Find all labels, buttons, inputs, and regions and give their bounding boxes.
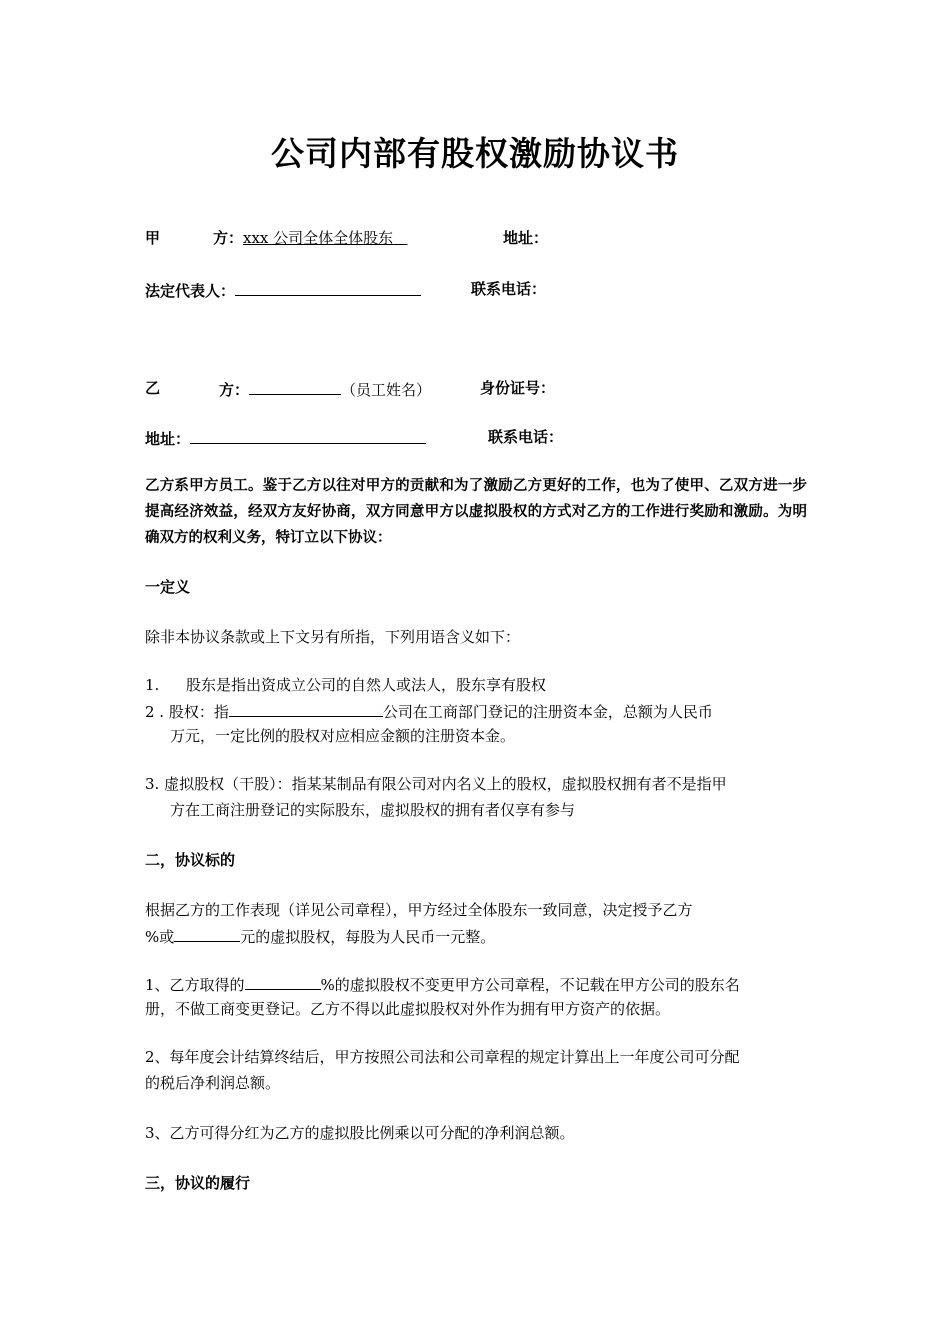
party-a-jia: 甲 xyxy=(145,229,161,247)
section-2-p2-line-2: 册，不做工商变更登记。乙方不得以此虚拟股权对外作为拥有甲方资产的依据。 xyxy=(145,1000,671,1018)
party-a-rep-label: 法定代表人： xyxy=(145,282,236,300)
party-b-address-row xyxy=(145,427,426,449)
definition-1-number: 1. xyxy=(145,676,160,694)
section-2-p1-blank xyxy=(174,925,240,942)
section-2-p2-blank xyxy=(245,973,321,990)
party-a-rep-row xyxy=(145,279,421,301)
preamble: 乙方系甲方员工。鉴于乙方以往对甲方的贡献和为了激励乙方更好的工作，也为了使甲、乙双方进一步提高经济效益，经双方友好协商，双方同意甲方以虚拟股权的方式对乙方的工作进行奖励和激励。为明确双方的权利义务，特订立以下协议： xyxy=(145,478,807,546)
party-b-name-row xyxy=(219,378,431,400)
section-2-p2-suffix: %的虚拟股权不变更甲方公司章程，不记载在甲方公司的股东名 xyxy=(320,976,740,994)
party-a-fang: 方： xyxy=(213,229,244,247)
definition-2-blank xyxy=(229,700,383,717)
party-a-rep-blank xyxy=(235,279,421,296)
party-a-address-label: 地址： xyxy=(503,229,549,247)
definition-3-line-2: 方在工商注册登记的实际股东，虚拟股权的拥有者仅享有参与 xyxy=(170,801,576,819)
party-b-yi: 乙 xyxy=(145,379,161,397)
party-a-label xyxy=(145,228,160,248)
section-3-heading: 三，协议的履行 xyxy=(145,1174,251,1192)
section-2-p1-suffix: 元的虚拟股权，每股为人民币一元整。 xyxy=(240,928,496,946)
party-b-phone-label: 联系电话： xyxy=(488,428,564,446)
party-b-fang: 方： xyxy=(219,381,250,399)
party-a-name: xxx 公司全体全体股东 xyxy=(243,229,394,247)
section-2-p1-percent: %或 xyxy=(145,928,175,946)
definition-3-line-1: 3. 虚拟股权（干股）：指某某制品有限公司对内名义上的股权，虚拟股权拥有者不是指甲 xyxy=(145,775,727,793)
party-a-name-row xyxy=(213,228,407,248)
section-2-p1-line-2 xyxy=(145,925,495,947)
section-2-p2-prefix: 1、乙方取得的 xyxy=(145,976,245,994)
section-2-p3-line-1: 2、每年度会计结算终结后，甲方按照公司法和公司章程的规定计算出上一年度公司可分配 xyxy=(145,1048,740,1066)
section-2-p4: 3、乙方可得分红为乙方的虚拟股比例乘以可分配的净利润总额。 xyxy=(145,1124,575,1142)
document-title: 公司内部有股权激励协议书 xyxy=(271,134,679,173)
party-b-name-blank xyxy=(249,378,341,395)
party-b-address-blank xyxy=(190,427,426,444)
section-1-intro: 除非本协议条款或上下文另有所指，下列用语含义如下： xyxy=(145,628,521,646)
party-a-phone-label: 联系电话： xyxy=(471,280,547,298)
section-2-p1-line-1: 根据乙方的工作表现（详见公司章程），甲方经过全体股东一致同意，决定授予乙方 xyxy=(145,901,693,919)
party-b-id-label: 身份证号： xyxy=(480,379,556,397)
party-b-address-label: 地址： xyxy=(145,430,191,448)
definition-2-suffix: 公司在工商部门登记的注册资本金，总额为人民币 xyxy=(382,703,713,721)
definition-1-text: 股东是指出资成立公司的自然人或法人，股东享有股权 xyxy=(186,676,547,694)
definition-2-line-1 xyxy=(145,700,713,722)
definition-2-line-2: 万元，一定比例的股权对应相应金额的注册资本金。 xyxy=(170,727,516,745)
section-2-p2-line-1 xyxy=(145,973,740,995)
section-2-p3-line-2: 的税后净利润总额。 xyxy=(145,1074,281,1092)
section-1-heading: 一定义 xyxy=(145,578,191,596)
party-b-employee-note: （员工姓名） xyxy=(341,381,432,399)
definition-2-prefix: 2 . 股权：指 xyxy=(145,703,229,721)
section-2-heading: 二，协议标的 xyxy=(145,851,236,869)
